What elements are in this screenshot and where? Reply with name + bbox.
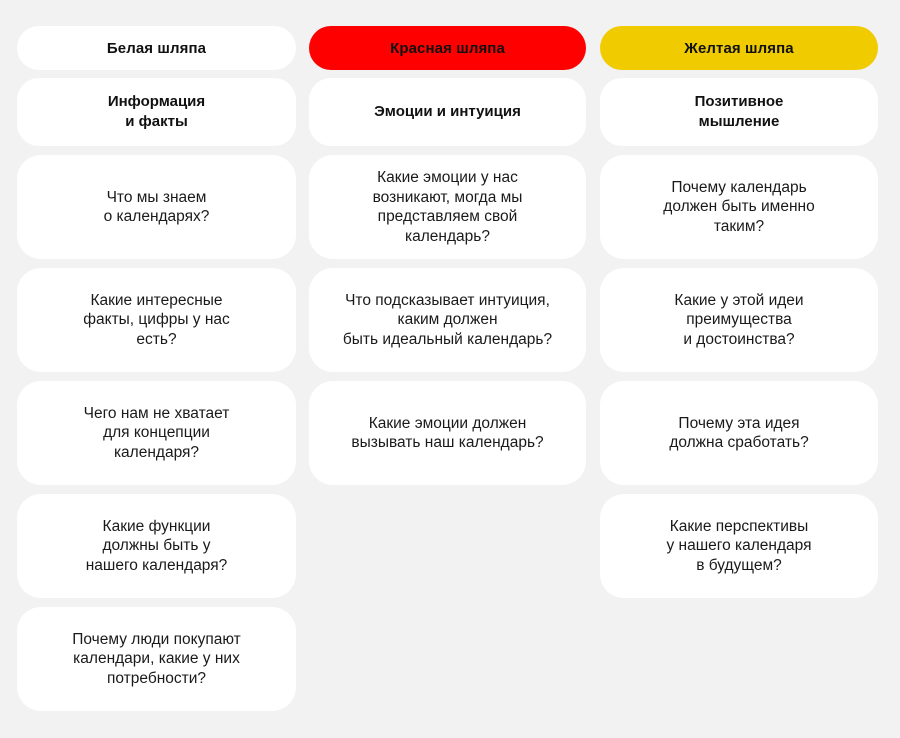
column-subtitle: Позитивное мышление xyxy=(600,78,878,146)
question-card: Почему люди покупают календари, какие у них потребности? xyxy=(17,607,296,711)
hat-header-white: Белая шляпа xyxy=(17,26,296,70)
column-white-hat xyxy=(17,26,296,711)
hat-header-yellow: Желтая шляпа xyxy=(600,26,878,70)
question-card: Какие у этой идеи преимущества и достоинства? xyxy=(600,268,878,372)
hat-header-red: Красная шляпа xyxy=(309,26,586,70)
column-subtitle: Эмоции и интуиция xyxy=(309,78,586,146)
question-card: Почему календарь должен быть именно таким? xyxy=(600,155,878,259)
column-yellow-hat xyxy=(600,26,878,598)
column-red-hat xyxy=(309,26,586,485)
question-card: Что мы знаем о календарях? xyxy=(17,155,296,259)
question-card: Какие эмоции должен вызывать наш календарь? xyxy=(309,381,586,485)
question-card: Какие функции должны быть у нашего календаря? xyxy=(17,494,296,598)
question-card: Чего нам не хватает для концепции календаря? xyxy=(17,381,296,485)
question-card: Какие перспективы у нашего календаря в будущем? xyxy=(600,494,878,598)
column-subtitle: Информация и факты xyxy=(17,78,296,146)
question-card: Какие интересные факты, цифры у нас есть? xyxy=(17,268,296,372)
question-card: Какие эмоции у нас возникают, могда мы представляем свой календарь? xyxy=(309,155,586,259)
question-card: Почему эта идея должна сработать? xyxy=(600,381,878,485)
question-card: Что подсказывает интуиция, каким должен быть идеальный календарь? xyxy=(309,268,586,372)
